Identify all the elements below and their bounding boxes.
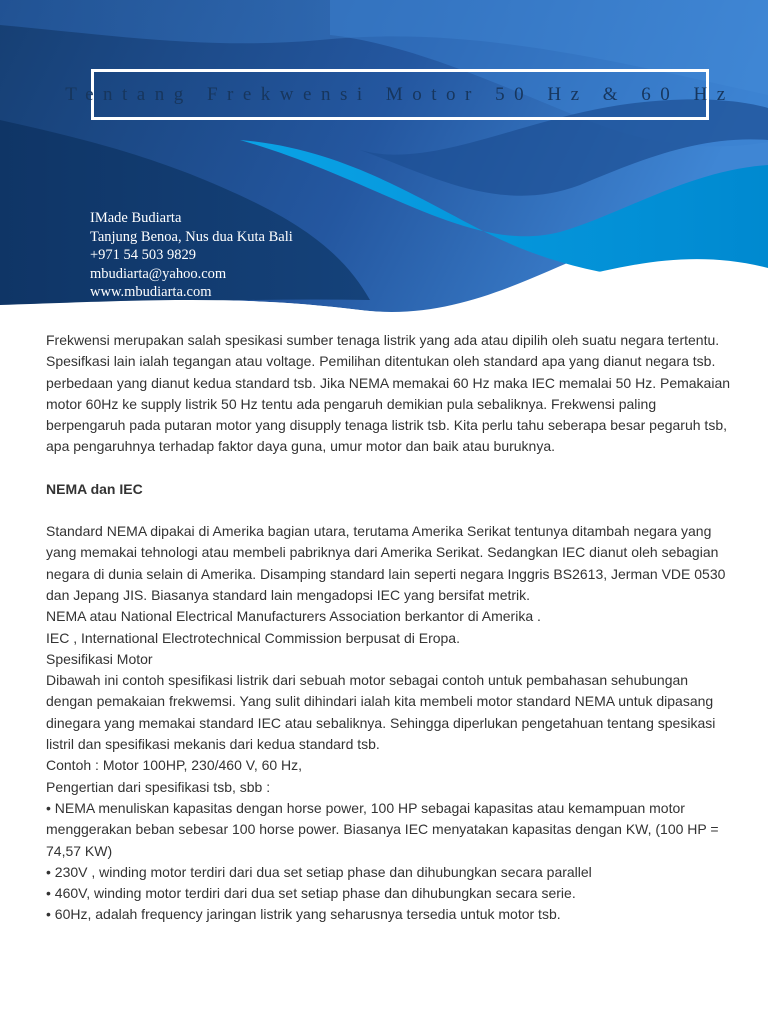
iec-definition: IEC , International Electrotechnical Commission berpusat di Eropa. [46, 629, 460, 646]
author-phone: +971 54 503 9829 [90, 247, 197, 263]
author-name: IMade Budiarta [90, 210, 182, 226]
document-title: Tentang Frekwensi Motor 50 Hz & 60 Hz [65, 83, 735, 105]
author-address: Tanjung Benoa, Nus dua Kuta Bali [90, 228, 293, 245]
header-banner [0, 0, 768, 320]
intro-paragraph: Frekwensi merupakan salah spesikasi sumber tenaga listrik yang ada atau dipilih oleh suatu negara tertentu. Spesifkasi lain ialah tegangan atau voltage. Pemilihan ditentukan oleh standard apa yang dianut negara tsb. perbedaan yang dianut kedua standard tsb. Jika NEMA memakai 60 Hz maka IEC memalai 50 Hz. Pemakaian motor 60Hz ke supply listrik 50 Hz tentu ada pengaruh demikian pula sebaliknya. Frekwensi paling berpengaruh pada putaran motor yang disupply tenaga listrik tsb. Kita perlu tahu seberapa besar pegaruh tsb, apa pengaruhnya terhadap faktor daya guna, umur motor dan baik atau buruknya. [46, 332, 731, 455]
list-item: • 60Hz, adalah frequency jaringan listrik yang seharusnya tersedia untuk motor tsb. [46, 906, 561, 923]
standards-paragraph: Standard NEMA dipakai di Amerika bagian utara, terutama Amerika Serikat tentunya ditambah negara yang yang memakai tehnologi atau membeli pabriknya dari Amerika Serikat. Sedangkan IEC dianut oleh sebagian negara di dunia selain di Amerika. Disamping standard lain seperti negara Inggris BS2613, Jerman VDE 0530 dan Jepang JIS. Biasanya standard lain mengadopsi IEC yang bersifat metrik. [46, 523, 726, 603]
article-body [46, 330, 736, 926]
spec-intro-paragraph: Dibawah ini contoh spesifikasi listrik dari sebuah motor sebagai contoh untuk pembahasan sehubungan dengan pemakaian frekwemsi. Yang sulit dihindari ialah kita membeli motor standard NEMA untuk dipasang dinegara yang memakai standard IEC atau sebaliknya. Sehingga diperlukan pengetahuan tentang spesikasi listril dan spesifikasi mekanis dari kedua standard tsb. [46, 672, 716, 753]
list-item: • 460V, winding motor terdiri dari dua set setiap phase dan dihubungkan secara serie. [46, 885, 576, 902]
list-item: • 230V , winding motor terdiri dari dua set setiap phase dan dihubungkan secara parallel [46, 863, 592, 880]
spec-heading: Spesifikasi Motor [46, 650, 153, 667]
definitions-intro: Pengertian dari spesifikasi tsb, sbb : [46, 778, 271, 795]
example-line: Contoh : Motor 100HP, 230/460 V, 60 Hz, [46, 757, 303, 774]
list-item: • NEMA menuliskan kapasitas dengan horse power, 100 HP sebagai kapasitas atau kemampuan motor menggerakan beban sebesar 100 horse power. Biasanya IEC menyatakan kapasitas dengan KW, (100 HP = 74,57 KW) [46, 799, 719, 859]
author-website: www.mbudiarta.com [90, 284, 212, 300]
nema-definition: NEMA atau National Electrical Manufacturers Association berkantor di Amerika . [46, 608, 541, 625]
title-frame [65, 69, 735, 120]
author-block [90, 209, 293, 302]
section-heading-nema-iec: NEMA dan IEC [46, 480, 143, 497]
author-email: mbudiarta@yahoo.com [90, 265, 227, 282]
